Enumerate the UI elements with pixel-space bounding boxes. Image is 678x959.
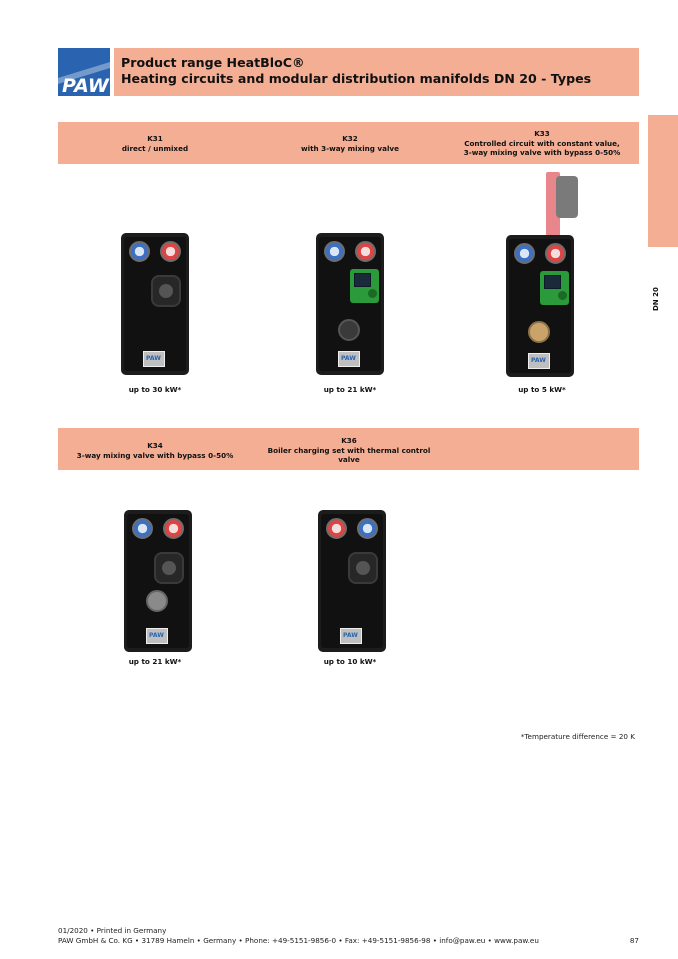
page-title-line2: Heating circuits and modular distribution manifolds DN 20 - Types xyxy=(121,71,592,86)
product-code: K36 xyxy=(341,436,357,445)
power-rating-k34: up to 21 kW* xyxy=(128,657,182,666)
product-description: direct / unmixed xyxy=(121,143,189,153)
product-code: K33 xyxy=(534,129,550,138)
paw-badge xyxy=(528,353,550,369)
thermometer-blue-icon xyxy=(129,241,150,262)
thermometer-blue-icon xyxy=(514,243,535,264)
product-code: K32 xyxy=(342,134,358,143)
temperature-footnote: *Temperature difference = 20 K xyxy=(520,732,635,741)
product-label-k31 xyxy=(95,134,215,153)
power-rating-k33: up to 5 kW* xyxy=(518,385,566,394)
page-footer xyxy=(58,926,539,946)
thermometer-blue-icon xyxy=(132,518,153,539)
power-rating-k36: up to 10 kW* xyxy=(323,657,377,666)
product-description: with 3-way mixing valve xyxy=(301,143,399,153)
thermometer-blue-icon xyxy=(357,518,378,539)
thermometer-red-icon xyxy=(160,241,181,262)
product-label-k33 xyxy=(452,129,632,158)
section-side-tab xyxy=(648,115,678,311)
controller-head-icon xyxy=(556,176,578,218)
paw-badge xyxy=(143,351,165,367)
mixing-valve-icon xyxy=(338,319,360,341)
paw-badge xyxy=(338,351,360,367)
paw-badge xyxy=(340,628,362,644)
product-image-k34 xyxy=(124,510,192,652)
paw-badge xyxy=(146,628,168,644)
mixing-valve-icon xyxy=(528,321,550,343)
page-number: 87 xyxy=(629,936,639,945)
product-image-k33 xyxy=(506,235,574,377)
product-description: 3-way mixing valve with bypass 0-50% xyxy=(76,450,234,460)
product-label-k32 xyxy=(280,134,420,153)
product-image-k36 xyxy=(318,510,386,652)
thermometer-red-icon xyxy=(355,241,376,262)
product-description-line2: 3-way mixing valve with bypass 0-50% xyxy=(463,148,621,157)
thermometer-blue-icon xyxy=(324,241,345,262)
svg-text:PAW: PAW xyxy=(62,75,109,96)
pump-icon xyxy=(348,552,378,584)
product-label-k36 xyxy=(256,436,442,465)
side-tab-label: DN 20 xyxy=(652,287,660,311)
footer-print-info: 01/2020 • Printed in Germany xyxy=(58,926,167,935)
product-description-line1: Boiler charging set with thermal control xyxy=(267,445,431,455)
footer-company-info: PAW GmbH & Co. KG • 31789 Hameln • Germany • Phone: +49-5151-9856-0 • Fax: +49-5151-9856-98 • info@paw.eu • www.paw.eu xyxy=(58,936,539,945)
mixing-valve-icon xyxy=(146,590,168,612)
title-bar xyxy=(114,48,639,96)
thermometer-red-icon xyxy=(545,243,566,264)
product-image-k32 xyxy=(316,233,384,375)
power-rating-k31: up to 30 kW* xyxy=(128,385,182,394)
product-description-line2: valve xyxy=(338,455,360,464)
pump-icon xyxy=(151,275,181,307)
thermometer-red-icon xyxy=(326,518,347,539)
page-title-line1: Product range HeatBloC® xyxy=(121,55,305,70)
paw-logo xyxy=(58,48,110,96)
pump-green-icon xyxy=(540,271,569,305)
thermometer-red-icon xyxy=(163,518,184,539)
power-rating-k32: up to 21 kW* xyxy=(323,385,377,394)
product-image-k31 xyxy=(121,233,189,375)
pump-green-icon xyxy=(350,269,379,303)
product-code: K31 xyxy=(147,134,163,143)
pump-icon xyxy=(154,552,184,584)
paw-logo-graphic xyxy=(58,48,110,96)
product-label-k34 xyxy=(62,441,248,460)
product-code: K34 xyxy=(147,441,163,450)
product-description-line1: Controlled circuit with constant value, xyxy=(464,138,620,148)
